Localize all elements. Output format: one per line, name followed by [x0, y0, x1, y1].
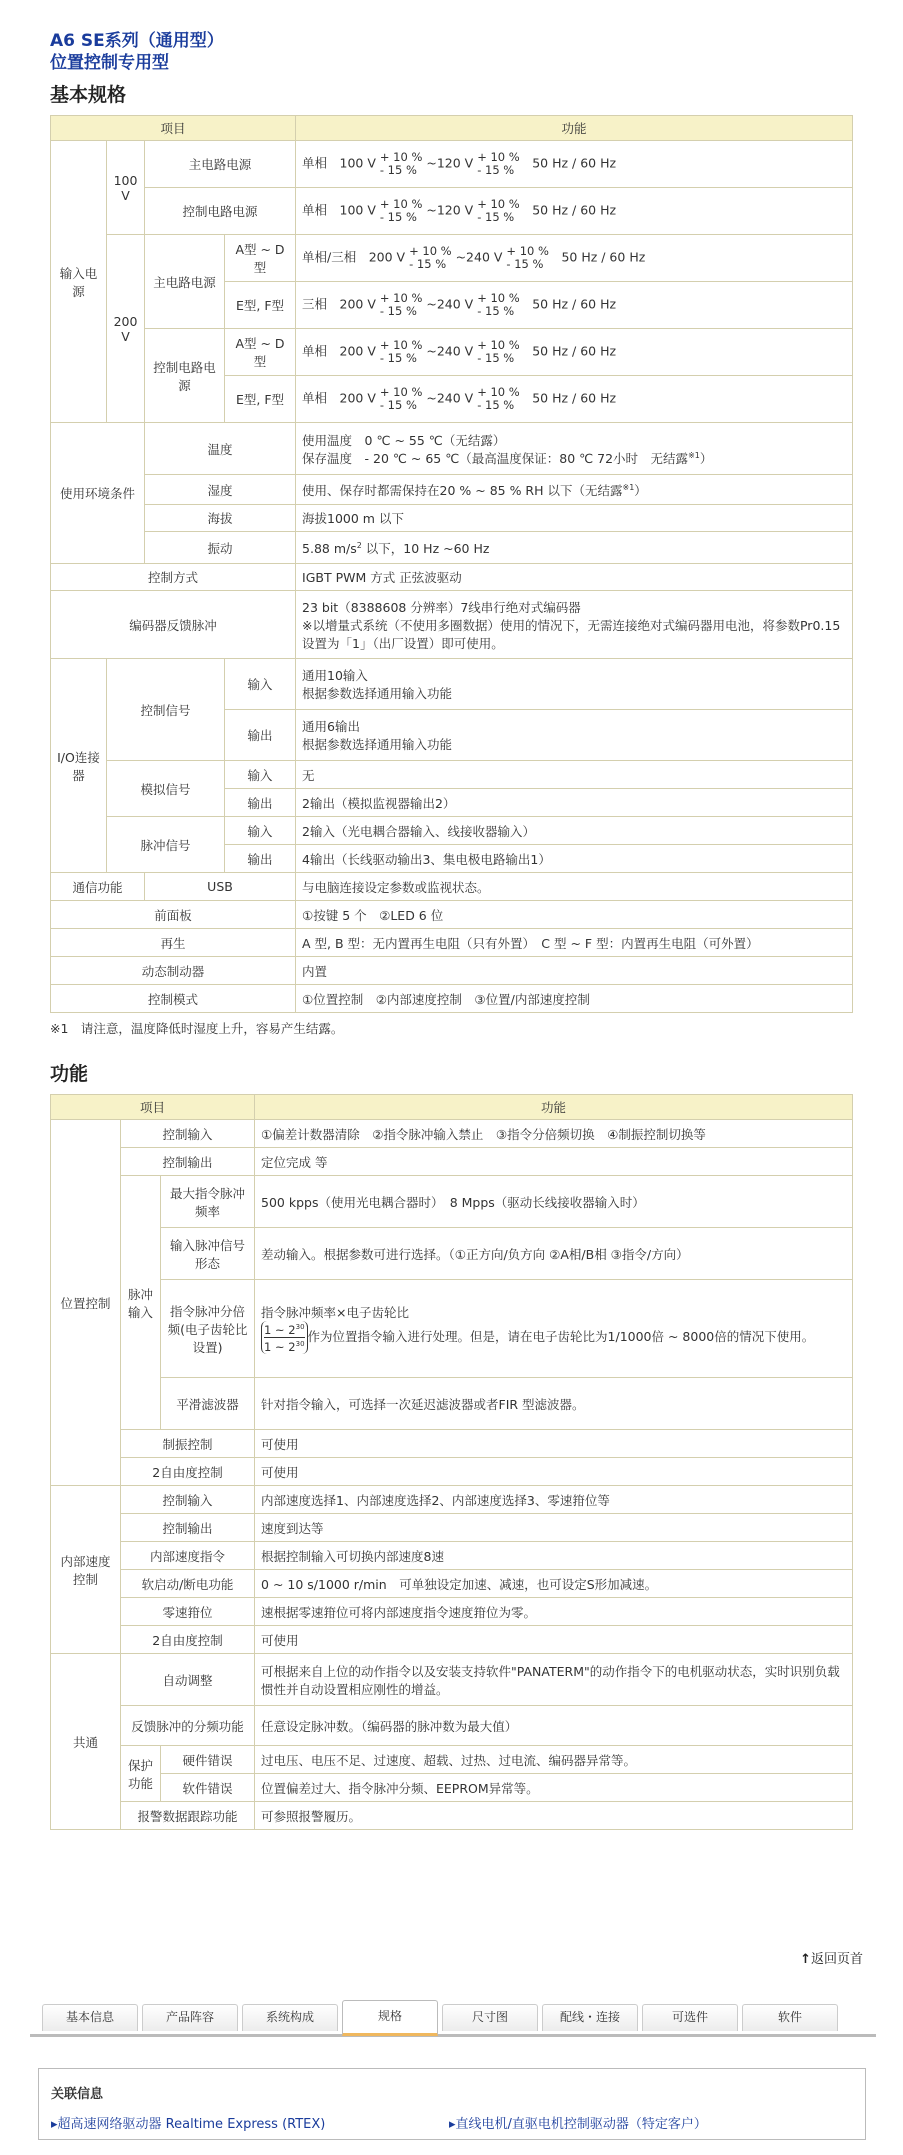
r4: 三相 200 V + 10 % - 15 % ~240 V + 10 % - 15 % 50 Hz / 60 Hz — [296, 282, 853, 329]
spec-note: ※1 请注意，温度降低时湿度上升，容易产生结露。 — [50, 1021, 344, 1036]
type-ad-2: A型 ~ D型 — [225, 329, 296, 376]
hw-val: 过电压、电压不足、过速度、超载、过热、过电流、编码器异常等。 — [255, 1746, 853, 1774]
sw: 软件错误 — [161, 1774, 255, 1802]
pos-ctrl-input: 控制输入 — [121, 1120, 255, 1148]
ctrl-in: 输入 — [225, 659, 296, 710]
back-to-top-link[interactable]: ↑返回页首 — [800, 1952, 863, 1967]
pulse-in-val: 2输入（光电耦合器输入、线接收器输入） — [296, 817, 853, 845]
vib-val: 5.88 $m/s^2$ 以下，10 Hz ~60 Hz — [296, 532, 853, 564]
zero-val: 速根据零速箝位可将内部速度指令速度箝位为零。 — [255, 1598, 853, 1626]
front-val: ①按键 5 个 ②LED 6 位 — [296, 901, 853, 929]
sp-out-val: 速度到达等 — [255, 1514, 853, 1542]
related-link-linear[interactable]: ▸直线电机/直驱电机控制驱动器（特定客户） — [449, 2117, 707, 2132]
fb: 反馈脉冲的分频功能 — [121, 1706, 255, 1746]
humid-val: 使用、保存时都需保持在20 % ~ 85 % RH 以下（无结露$^{※1}$） — [296, 475, 853, 505]
content — [50, 30, 853, 1830]
analog-sig: 模拟信号 — [107, 761, 225, 817]
sp-in: 控制输入 — [121, 1486, 255, 1514]
input-power: 输入电源 — [51, 141, 107, 423]
div: 指令脉冲分倍频(电子齿轮比设置) — [161, 1280, 255, 1378]
brake: 动态制动器 — [51, 957, 296, 985]
pulse-out-val: 4输出（长线驱动输出3、集电极电路输出1） — [296, 845, 853, 873]
hw: 硬件错误 — [161, 1746, 255, 1774]
tab-software[interactable]: 软件 — [742, 2004, 838, 2031]
vib-ctrl-val: 可使用 — [255, 1430, 853, 1458]
humid: 湿度 — [145, 475, 296, 505]
alarm-val: 可参照报警履历。 — [255, 1802, 853, 1830]
ctrl-in-val: 通用10输入 根据参数选择通用输入功能 — [296, 659, 853, 710]
col-func: 功能 — [296, 116, 853, 141]
ctrl-method-val: IGBT PWM 方式 正弦波驱动 — [296, 564, 853, 591]
analog-out: 输出 — [225, 789, 296, 817]
func-heading: 功能 — [50, 1063, 89, 1085]
encoder-val: 23 bit（8388608 分辨率）7线串行绝对式编码器 ※以增量式系统（不使用多圈数据）使用的情况下，无需连接绝对式编码器用电池，将参数Pr0.15 设置为「1」（出厂设置）即可使用。 — [296, 591, 853, 659]
sp-cmd: 内部速度指令 — [121, 1542, 255, 1570]
main-power: 主电路电源 — [145, 141, 296, 188]
series-title: A6 SE系列（通用型） — [50, 31, 224, 51]
gear-ratio-fraction: $\frac{1 \sim 2^{30}}{1 \sim 2^{30}}$ — [261, 1321, 308, 1354]
speed-ctrl: 内部速度控制 — [51, 1486, 121, 1654]
ctrl-power-200: 控制电路电源 — [145, 329, 225, 423]
analog-in: 输入 — [225, 761, 296, 789]
vib-ctrl: 制振控制 — [121, 1430, 255, 1458]
tab-spec[interactable]: 规格 — [342, 2000, 438, 2036]
ctrl-method: 控制方式 — [51, 564, 296, 591]
spec-table — [50, 115, 853, 1013]
max-freq: 最大指令脉冲频率 — [161, 1176, 255, 1228]
auto: 自动调整 — [121, 1654, 255, 1706]
protect: 保护功能 — [121, 1746, 161, 1802]
tab-basic[interactable]: 基本信息 — [42, 2004, 138, 2031]
pos-ctrl-output-val: 定位完成 等 — [255, 1148, 853, 1176]
zero: 零速箝位 — [121, 1598, 255, 1626]
sp-out: 控制输出 — [121, 1514, 255, 1542]
tab-wiring[interactable]: 配线・连接 — [542, 2004, 638, 2031]
ctrl-out-val: 通用6输出 根据参数选择通用输入功能 — [296, 710, 853, 761]
sig-form-val: 差动输入。根据参数可进行选择。（①正方向/负方向 ②A相/B相 ③指令/方向） — [255, 1228, 853, 1280]
encoder: 编码器反馈脉冲 — [51, 591, 296, 659]
temp: 温度 — [145, 423, 296, 475]
type-ad: A型 ~ D型 — [225, 235, 296, 282]
r5: 单相 200 V + 10 % - 15 % ~240 V + 10 % - 15 % 50 Hz / 60 Hz — [296, 329, 853, 376]
tab-lineup[interactable]: 产品阵容 — [142, 2004, 238, 2031]
alt: 海拔 — [145, 505, 296, 532]
r2: 单相 100 V + 10 % - 15 % ~120 V + 10 % - 15 % 50 Hz / 60 Hz — [296, 188, 853, 235]
tab-options[interactable]: 可选件 — [642, 2004, 738, 2031]
v100: 100 V — [107, 141, 145, 235]
analog-in-val: 无 — [296, 761, 853, 789]
regen-val: A 型, B 型：无内置再生电阻（只有外置） C 型 ~ F 型：内置再生电阻（可外置） — [296, 929, 853, 957]
soft: 软启动/断电功能 — [121, 1570, 255, 1598]
ctrl-power: 控制电路电源 — [145, 188, 296, 235]
pulse-sig: 脉冲信号 — [107, 817, 225, 873]
div-val: 指令脉冲频率×电子齿轮比 $\frac{1 \sim 2^{30}}{1 \sim 2^{30}}$ 作为位置指令输入进行处理。但是，请在电子齿轮比为1/1000倍 ~ 8000倍的情况下使用。 — [255, 1280, 853, 1378]
type-ef: E型, F型 — [225, 282, 296, 329]
pulse-input: 脉冲输入 — [121, 1176, 161, 1430]
sp-in-val: 内部速度选择1、内部速度选择2、内部速度选择3、零速箝位等 — [255, 1486, 853, 1514]
sw-val: 位置偏差过大、指令脉冲分频、EEPROM异常等。 — [255, 1774, 853, 1802]
r1: 单相 100 V + 10 % - 15 % ~120 V + 10 % - 15 % 50 Hz / 60 Hz — [296, 141, 853, 188]
usb-val: 与电脑连接设定参数或监视状态。 — [296, 873, 853, 901]
common: 共通 — [51, 1654, 121, 1830]
sig-form: 输入脉冲信号形态 — [161, 1228, 255, 1280]
related-link-rtex[interactable]: ▸超高速网络驱动器 Realtime Express (RTEX) — [51, 2117, 326, 2132]
pulse-in: 输入 — [225, 817, 296, 845]
v200: 200 V — [107, 235, 145, 423]
usb: USB — [145, 873, 296, 901]
col-item: 项目 — [51, 116, 296, 141]
dof2-val: 可使用 — [255, 1626, 853, 1654]
vib: 振动 — [145, 532, 296, 564]
tab-dimensions[interactable]: 尺寸图 — [442, 2004, 538, 2031]
func-col-func: 功能 — [255, 1095, 853, 1120]
r3: 单相/三相 200 V + 10 % - 15 % ~240 V + 10 % - 15 % 50 Hz / 60 Hz — [296, 235, 853, 282]
smooth-val: 针对指令输入，可选择一次延迟滤波器或者FIR 型滤波器。 — [255, 1378, 853, 1430]
dof2: 2自由度控制 — [121, 1626, 255, 1654]
env: 使用环境条件 — [51, 423, 145, 564]
arrow-icon: ▸ — [51, 2117, 58, 2132]
related-title: 关联信息 — [51, 2087, 104, 2102]
regen: 再生 — [51, 929, 296, 957]
r6: 单相 200 V + 10 % - 15 % ~240 V + 10 % - 15 % 50 Hz / 60 Hz — [296, 376, 853, 423]
mode: 控制模式 — [51, 985, 296, 1013]
type-ef-2: E型, F型 — [225, 376, 296, 423]
io: I/O连接器 — [51, 659, 107, 873]
ctrl-out: 输出 — [225, 710, 296, 761]
pos-ctrl: 位置控制 — [51, 1120, 121, 1486]
soft-val: 0 ~ 10 s/1000 r/min 可单独设定加速、减速，也可设定S形加减速。 — [255, 1570, 853, 1598]
dof: 2自由度控制 — [121, 1458, 255, 1486]
dof-val: 可使用 — [255, 1458, 853, 1486]
arrow-icon: ▸ — [449, 2117, 456, 2132]
func-col-item: 项目 — [51, 1095, 255, 1120]
brake-val: 内置 — [296, 957, 853, 985]
temp-val: 使用温度 0 ℃ ~ 55 ℃（无结露） 保存温度 - 20 ℃ ~ 65 ℃（最高温度保证：80 ℃ 72小时 无结露$^{※1}$） — [296, 423, 853, 475]
mode-val: ①位置控制 ②内部速度控制 ③位置/内部速度控制 — [296, 985, 853, 1013]
ctrl-sig: 控制信号 — [107, 659, 225, 761]
auto-val: 可根据来自上位的动作指令以及安装支持软件"PANATERM"的动作指令下的电机驱动状态，实时识别负载惯性并自动设置相应刚性的增益。 — [255, 1654, 853, 1706]
pos-ctrl-input-val: ①偏差计数器清除 ②指令脉冲输入禁止 ③指令分倍频切换 ④制振控制切换等 — [255, 1120, 853, 1148]
fb-val: 任意设定脉冲数。（编码器的脉冲数为最大值） — [255, 1706, 853, 1746]
main-power-200: 主电路电源 — [145, 235, 225, 329]
pulse-out: 输出 — [225, 845, 296, 873]
analog-out-val: 2输出（模拟监视器输出2） — [296, 789, 853, 817]
alt-val: 海拔1000 m 以下 — [296, 505, 853, 532]
pos-ctrl-output: 控制输出 — [121, 1148, 255, 1176]
up-arrow-icon: ↑ — [800, 1952, 811, 1967]
tab-system[interactable]: 系统构成 — [242, 2004, 338, 2031]
sp-cmd-val: 根据控制输入可切换内部速度8速 — [255, 1542, 853, 1570]
comm: 通信功能 — [51, 873, 145, 901]
tab-bar — [30, 1998, 876, 2037]
max-freq-val: 500 kpps（使用光电耦合器时） 8 Mpps（驱动长线接收器输入时） — [255, 1176, 853, 1228]
spec-heading: 基本规格 — [50, 84, 127, 106]
func-table — [50, 1094, 853, 1830]
smooth: 平滑滤波器 — [161, 1378, 255, 1430]
series-subtitle: 位置控制专用型 — [50, 53, 169, 73]
alarm: 报警数据跟踪功能 — [121, 1802, 255, 1830]
front: 前面板 — [51, 901, 296, 929]
related-info-box — [38, 2068, 866, 2140]
